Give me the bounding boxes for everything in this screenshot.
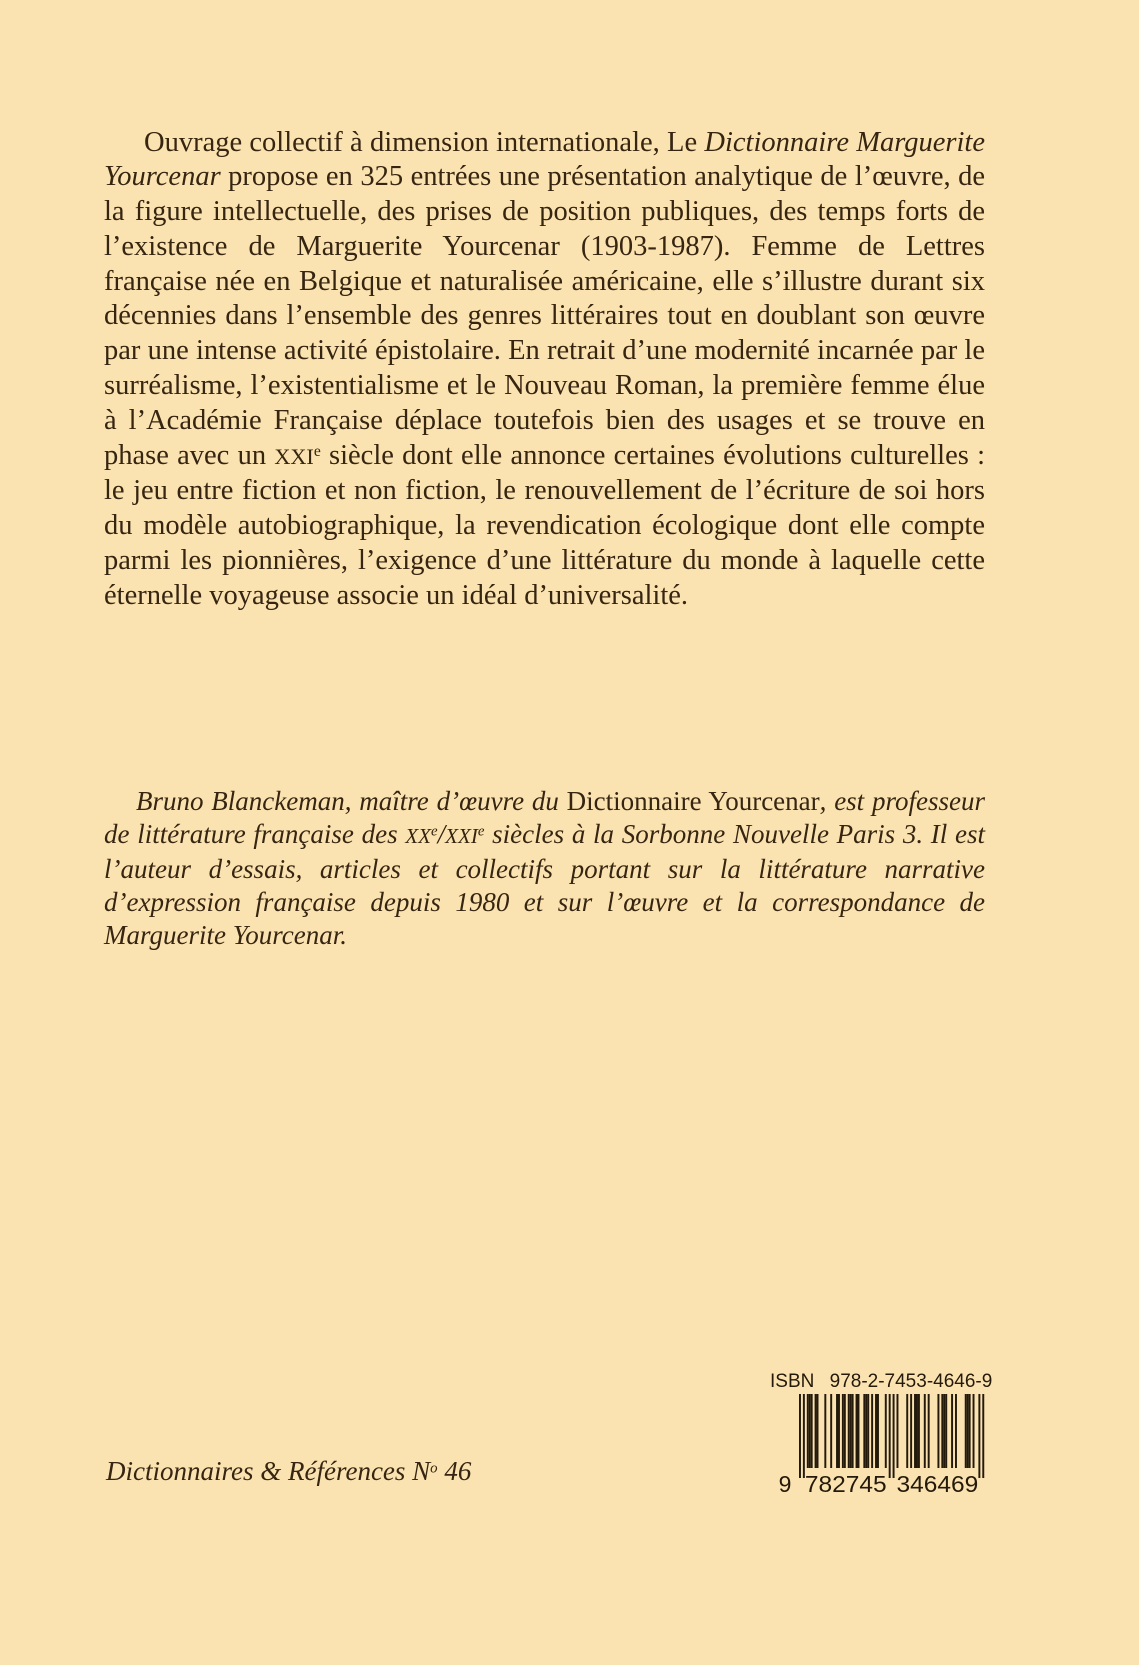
barcode-bar bbox=[945, 1394, 947, 1468]
barcode-bar bbox=[867, 1394, 869, 1468]
barcode-bar bbox=[836, 1394, 838, 1468]
barcode-bar bbox=[914, 1394, 916, 1468]
barcode-bar bbox=[916, 1394, 918, 1468]
barcode-bar bbox=[918, 1394, 920, 1468]
barcode-bar bbox=[830, 1394, 832, 1468]
text-run: propose en 325 entrées une présentation analytique de l’œuvre, de la figure intellectuelle, des prises de position publiques, des temps forts de l’existence de Marguerite Yourcenar (1903-1987). Femme de Lettres française née en Belgique et naturalisée américaine, elle s’illustre durant six décennies dans l’ensemble des genres littéraires tout en doublant son œuvre par une intense activité épistolaire. En retrait d’une modernité incarnée par le surréalisme, l’existentialisme et le Nouveau Roman, la première femme élue à l’Académie Française déplace toutefois bien des usages et se trouve en phase avec un bbox=[104, 161, 985, 471]
barcode-bar bbox=[924, 1394, 926, 1468]
text-run: , est professeur de littérature française des bbox=[104, 786, 985, 849]
text-run: XXI bbox=[445, 824, 478, 848]
barcode-bar bbox=[844, 1394, 846, 1468]
series-title bbox=[106, 1456, 471, 1487]
barcode-bar bbox=[856, 1394, 858, 1468]
barcode-bar bbox=[893, 1394, 895, 1478]
barcode-bar bbox=[807, 1394, 809, 1468]
text-run: e bbox=[477, 823, 485, 840]
text-run: Dictionnaire Marguerite Yourcenar bbox=[104, 126, 986, 193]
barcode-bar bbox=[809, 1394, 811, 1468]
barcode-bar bbox=[852, 1394, 854, 1468]
author-bio-paragraph bbox=[104, 785, 985, 952]
barcode-bar bbox=[943, 1394, 945, 1468]
barcode-bar bbox=[875, 1394, 877, 1468]
barcode-bar bbox=[969, 1394, 971, 1468]
text-run: siècles à la Sorbonne Nouvelle Paris 3. Il est l’auteur d’essais, articles et collectifs portant sur la littérature narrative d’expression française depuis 1980 et sur l’œuvre et la correspondance de Marguerite Yourcenar. bbox=[104, 819, 986, 950]
text-run: 46 bbox=[437, 1456, 472, 1486]
barcode-bar bbox=[863, 1394, 865, 1468]
text-run: Dictionnaires & Références N bbox=[106, 1456, 431, 1486]
text-run: e bbox=[313, 442, 321, 460]
barcode-bar bbox=[865, 1394, 867, 1468]
barcode-bar bbox=[928, 1394, 930, 1468]
barcode-bar bbox=[937, 1394, 939, 1468]
barcode-bar bbox=[951, 1394, 953, 1468]
barcode-bar bbox=[910, 1394, 912, 1468]
text-run: Bruno Blanckeman, maître d’œuvre du bbox=[136, 786, 567, 816]
barcode-bar bbox=[978, 1394, 980, 1478]
text-run: / bbox=[437, 819, 446, 849]
synopsis-paragraph bbox=[104, 126, 985, 614]
barcode-bar bbox=[973, 1394, 975, 1468]
barcode-bar bbox=[803, 1394, 805, 1478]
barcode-digit-group: 346469 bbox=[896, 1471, 979, 1496]
barcode-bar bbox=[897, 1394, 899, 1468]
text-run: o bbox=[430, 1460, 438, 1477]
barcode-bar bbox=[858, 1394, 860, 1468]
barcode-bar bbox=[885, 1394, 887, 1468]
barcode-bar bbox=[848, 1394, 850, 1468]
text-run: Dictionnaire Yourcenar bbox=[566, 786, 820, 816]
barcode-bar bbox=[967, 1394, 969, 1468]
barcode-bar bbox=[906, 1394, 908, 1468]
ean13-barcode bbox=[773, 1394, 989, 1496]
barcode-bar bbox=[815, 1394, 817, 1468]
barcode-bar bbox=[982, 1394, 984, 1478]
text-run: e bbox=[431, 823, 438, 840]
text-run: Ouvrage collectif à dimension internationale, Le bbox=[144, 126, 705, 158]
barcode-bar bbox=[850, 1394, 852, 1468]
text-run: siècle dont elle annonce certaines évolutions culturelles : le jeu entre fiction et non fiction, le renouvellement de l’écriture de soi hors du modèle autobiographique, la revendication écologique dont elle compte parmi les pionnières, l’exigence d’une littérature du monde à laquelle cette éternelle voyageuse associe un idéal d’universalité. bbox=[104, 439, 985, 611]
barcode-bar bbox=[811, 1394, 813, 1468]
barcode-bar bbox=[889, 1394, 891, 1478]
text-run: XXI bbox=[274, 443, 314, 469]
barcode-bar bbox=[842, 1394, 844, 1468]
isbn-barcode-block bbox=[770, 1372, 992, 1496]
barcode-bar bbox=[824, 1394, 826, 1468]
barcode-digit-group: 9 bbox=[778, 1471, 792, 1496]
barcode-bar bbox=[817, 1394, 819, 1468]
isbn-label: ISBN 978-2-7453-4646-9 bbox=[770, 1371, 993, 1392]
text-run: XX bbox=[405, 824, 432, 848]
barcode-bar bbox=[838, 1394, 840, 1468]
barcode-bar bbox=[941, 1394, 943, 1468]
barcode-bar bbox=[877, 1394, 879, 1468]
barcode-bar bbox=[799, 1394, 801, 1478]
barcode-bar bbox=[955, 1394, 957, 1468]
barcode-bar bbox=[965, 1394, 967, 1468]
barcode-bar bbox=[871, 1394, 873, 1468]
barcode-digit-group: 782745 bbox=[804, 1471, 887, 1496]
